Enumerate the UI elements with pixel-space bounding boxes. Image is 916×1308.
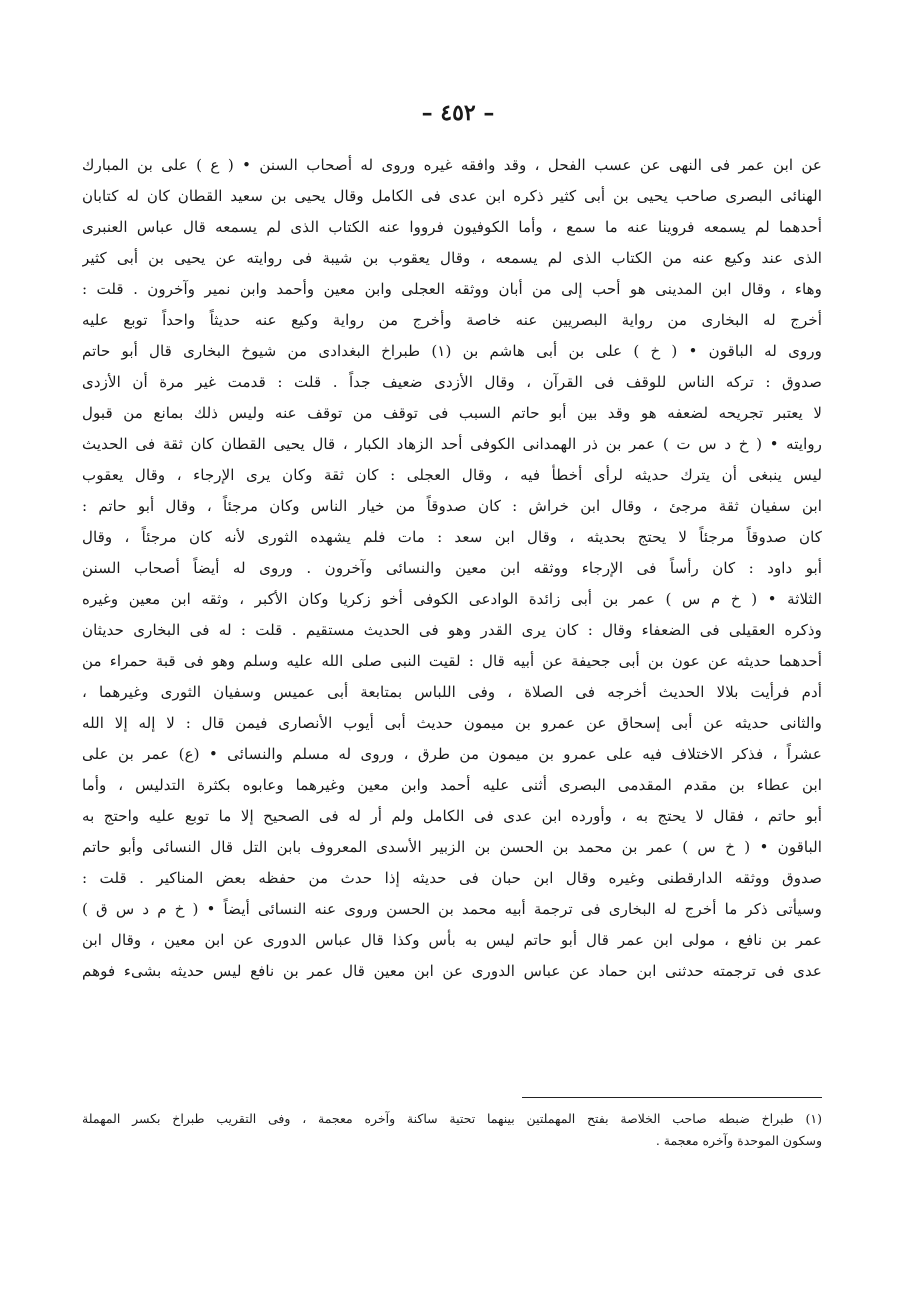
text-line: أحدهما لم يسمعه فروينا عنه ما سمع ، وأما الكوفيون فرووا عنه الكتاب الذى لم يسمعه قال عباس العنبرى xyxy=(82,218,822,236)
text-line: وذكره العقيلى فى الضعفاء وقال : كان يرى القدر وهو فى الحديث مستقيم . قلت : له فى البخارى حديثان xyxy=(82,621,822,639)
text-line: ليس ينبغى أن يترك حديثه لرأى أخطأ فيه ، وقال العجلى : كان ثقة وكان يرى الإرجاء ، وقال يعقوب xyxy=(82,466,822,484)
text-line: الباقون • ( خ س ) عمر بن محمد بن الحسن بن الزبير الأسدى المعروف بابن التل قال النسائى وأبو حاتم xyxy=(82,838,822,856)
text-line: ابن سفيان ثقة مرجئ ، وقال ابن خراش : كان صدوقاً من خيار الناس وكان مرجئاً ، وقال أبو حاتم : xyxy=(82,497,822,515)
text-line: أبو داود : كان رأساً فى الإرجاء ووثقه ابن معين والنسائى وآخرون . وروى له أيضاً أصحاب السنن xyxy=(82,559,822,577)
text-line: وهاء ، وقال ابن المدينى هو أحب إلى من أبان ووثقه العجلى وابن معين وأحمد وابن نمير وآخرون . قلت : xyxy=(82,280,822,298)
text-line: كان صدوقاً مرجئاً لا يحتج بحديثه ، وقال ابن سعد : مات فلم يشهده الثورى لأنه كان مرجئاً ، وقال xyxy=(82,528,822,546)
text-line: روايته • ( خ د س ت ) عمر بن ذر الهمدانى الكوفى أحد الزهاد الكبار ، قال يحيى القطان كان ثقة فى الحديث xyxy=(82,435,822,453)
text-line: الذى عند وكيع عنه من الكتاب الذى لم يسمعه ، وقال يعقوب بن شيبة فى روايته عن يحيى بن أبى كثير xyxy=(82,249,822,267)
text-line: لا يعتبر تجريحه لضعفه هو وقد بين أبو حاتم السبب فى توقف من توقف عنه وليس ذلك بمانع من قبول xyxy=(82,404,822,422)
text-line: الثلاثة • ( خ م س ) عمر بن أبى زائدة الوادعى الكوفى أخو زكريا وكان الأكبر ، وثقه ابن معين وغيره xyxy=(82,590,822,608)
text-line: ابن عطاء بن مقدم المقدمى البصرى أثنى عليه أحمد وابن معين وغيرهما وعابوه بكثرة التدليس ، وأما xyxy=(82,776,822,794)
text-line: الهنائى البصرى صاحب يحيى بن أبى كثير ذكره ابن عدى فى الكامل وقال يحيى بن سعيد القطان كان له كتابان xyxy=(82,187,822,205)
page-number: – ٤٥٢ – xyxy=(421,100,495,126)
text-line: أخرج له البخارى من رواية البصريين عنه خاصة وأخرج من رواية وكيع عنه حديثاً واحداً توبع عليه xyxy=(82,311,822,329)
text-line: صدوق ووثقه الدارقطنى وغيره وقال ابن حبان فى حديثه إذا حدث من حفظه بعض المناكير . قلت : xyxy=(82,869,822,887)
footnote-divider xyxy=(522,1097,822,1098)
text-line: عن ابن عمر فى النهى عن عسب الفحل ، وقد وافقه غيره وروى له أصحاب السنن • ( ع ) على بن المبارك xyxy=(82,156,822,174)
text-line: عمر بن نافع ، مولى ابن عمر قال أبو حاتم ليس به بأس وكذا قال عباس الدورى عن ابن معين ، وقال ابن xyxy=(82,931,822,949)
text-line: عدى فى ترجمته حدثنى ابن حماد عن عباس الدورى عن ابن معين قال عمر بن نافع ليس حديثه بشىء فوهم xyxy=(82,962,822,980)
text-line: عشراً ، فذكر الاختلاف فيه على عمرو بن ميمون من طرق ، وروى له مسلم والنسائى • (ع) عمر بن على xyxy=(82,745,822,763)
text-line: والثانى حديثه عن أبى إسحاق عن عمرو بن ميمون حديث أبى أيوب الأنصارى فيمن قال : لا إله إلا الله xyxy=(82,714,822,732)
footnote-line: (١) طبراخ ضبطه صاحب الخلاصة بفتح المهملتين بينهما تحتية ساكنة وآخره معجمة ، وفى التقريب طبراخ بكسر المهملة xyxy=(82,1111,822,1126)
text-line: أدم فرأيت بلالا الحديث أخرجه فى الصلاة ، وفى اللباس بمتابعة أبى عميس وسفيان الثورى وغيرهما ، xyxy=(82,683,822,701)
text-line: أحدهما حديثه عن عون بن أبى جحيفة عن أبيه قال : لقيت النبى صلى الله عليه وسلم وهو فى قبة حمراء من xyxy=(82,652,822,670)
footnote xyxy=(82,1108,822,1152)
text-line: صدوق : تركه الناس للوقف فى القرآن ، وقال الأزدى ضعيف جداً . قلت : قدمت غير مرة أن الأزدى xyxy=(82,373,822,391)
text-line: وسيأتى ذكر ما أخرج له البخارى فى ترجمة أبيه محمد بن الحسن وروى عنه النسائى أيضاً • ( خ م د س ق ) xyxy=(82,900,822,918)
footnote-line: وسكون الموحدة وآخره معجمة . xyxy=(655,1133,822,1148)
body-text xyxy=(82,150,822,987)
text-line: وروى له الباقون • ( خ ) على بن أبى هاشم بن (١) طبراخ البغدادى من شيوخ البخارى قال أبو حاتم xyxy=(82,342,822,360)
text-line: أبو حاتم ، فقال لا يحتج به ، وأورده ابن عدى فى الكامل ولم أر له فى الصحيح إلا ما توبع عليه واحتج به xyxy=(82,807,822,825)
